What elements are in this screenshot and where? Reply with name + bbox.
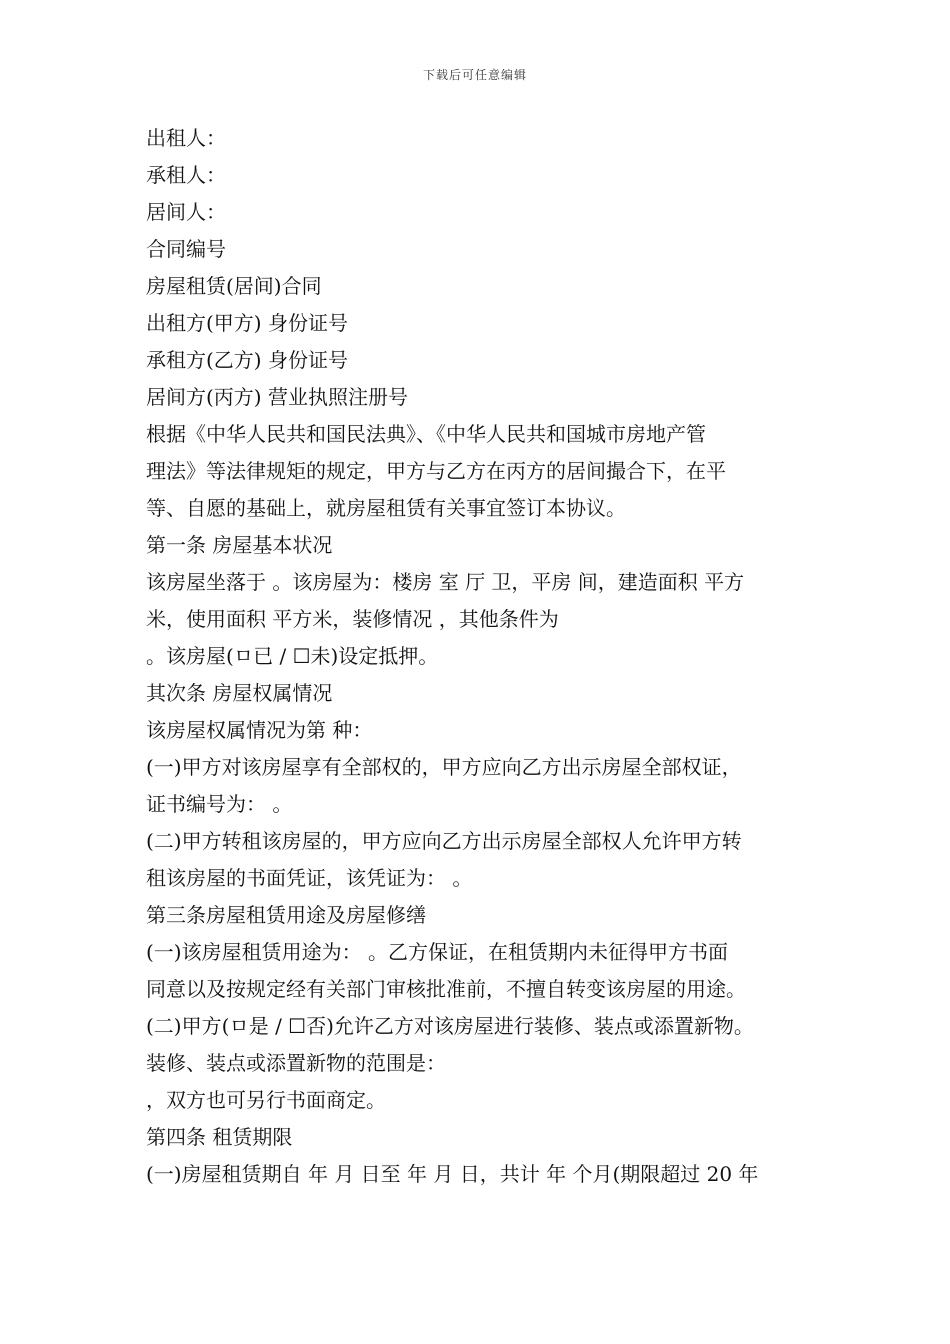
article-3-line-5: ，双方也可另行书面商定。: [146, 1088, 386, 1112]
article-2-line-3: 证书编号为： 。: [146, 792, 293, 816]
contract-body: [146, 120, 826, 1193]
lessor-line: 出租人：: [146, 126, 226, 150]
party-c-line: 居间方(丙方) 营业执照注册号: [146, 385, 408, 409]
article-3-line-4: 装修、装点或添置新物的范围是：: [146, 1051, 446, 1075]
party-b-line: 承租方(乙方) 身份证号: [146, 348, 348, 372]
header-note: 下载后可任意编辑: [422, 68, 527, 82]
article-1-line-3: 。该房屋(ㅁ已 / ☐未)设定抵押。: [146, 644, 439, 668]
contract-number-line: 合同编号: [146, 237, 226, 261]
preamble-line-3: 等、自愿的基础上，就房屋租赁有关事宜签订本协议。: [146, 496, 626, 520]
article-1-heading: 第一条 房屋基本状况: [146, 533, 333, 557]
article-2-heading: 其次条 房屋权属情况: [146, 681, 333, 705]
article-2-line-5: 租该房屋的书面凭证，该凭证为： 。: [146, 866, 473, 890]
article-3-line-3: (二)甲方(ㅁ是 / ☐否)允许乙方对该房屋进行装修、装点或添置新物。: [146, 1014, 754, 1038]
article-2-line-2: (一)甲方对该房屋享有全部权的，甲方应向乙方出示房屋全部权证，: [146, 755, 742, 779]
article-1-line-1: 该房屋坐落于 。该房屋为：楼房 室 厅 卫，平房 间，建造面积 平方: [146, 570, 745, 594]
contract-title: 房屋租赁(居间)合同: [146, 274, 322, 298]
article-4-heading: 第四条 租赁期限: [146, 1125, 293, 1149]
preamble-line-1: 根据《中华人民共和国民法典》、《中华人民共和国城市房地产管: [146, 422, 706, 446]
article-4-line-1: (一)房屋租赁期自 年 月 日至 年 月 日，共计 年 个月(期限超过 20 年: [146, 1162, 759, 1186]
article-1-line-2: 米，使用面积 平方米，装修情况 ，其他条件为: [146, 607, 559, 631]
party-a-line: 出租方(甲方) 身份证号: [146, 311, 348, 335]
lessee-line: 承租人：: [146, 163, 226, 187]
broker-line: 居间人：: [146, 200, 226, 224]
article-3-line-2: 同意以及按规定经有关部门审核批准前，不擅自转变该房屋的用途。: [146, 977, 746, 1001]
article-2-line-1: 该房屋权属情况为第 种：: [146, 718, 373, 742]
preamble-line-2: 理法》等法律规矩的规定，甲方与乙方在丙方的居间撮合下，在平: [146, 459, 726, 483]
article-3-line-1: (一)该房屋租赁用途为： 。乙方保证，在租赁期内未征得甲方书面: [146, 940, 728, 964]
article-2-line-4: (二)甲方转租该房屋的，甲方应向乙方出示房屋全部权人允许甲方转: [146, 829, 742, 853]
article-3-heading: 第三条房屋租赁用途及房屋修缮: [146, 903, 426, 927]
